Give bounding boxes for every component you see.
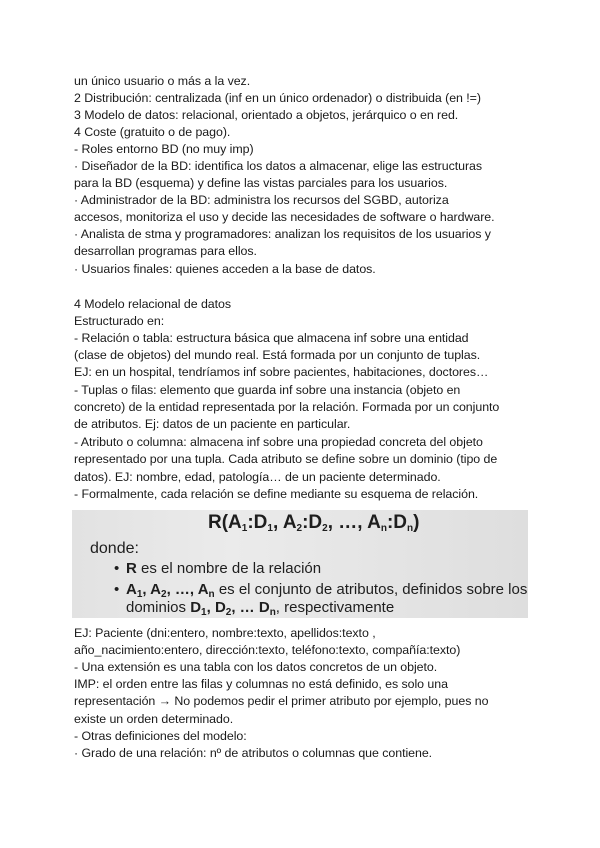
- text-line: datos). EJ: nombre, edad, patología… de un paciente determinado.: [74, 470, 441, 484]
- text-line: existe un orden determinado.: [74, 712, 234, 726]
- text-line: año_nacimiento:entero, dirección:texto, teléfono:texto, compañía:texto): [74, 643, 461, 657]
- text-line: - Roles entorno BD (no muy imp): [74, 142, 254, 156]
- figure-donde-label: donde:: [90, 540, 139, 557]
- figure-bullet-2: • $A_1$, $A_2$, …, $A_n$ es el conjunto de atributos, definidos sobre los: [114, 581, 528, 600]
- figure-bullet-2-cont: dominios $D_1$, $D_2$, … $D_n$, respectivamente: [126, 599, 395, 618]
- text-line: un único usuario o más a la vez.: [74, 74, 251, 88]
- text-line: - Relación o tabla: estructura básica que almacena inf sobre una entidad: [74, 331, 469, 345]
- text-line: 2 Distribución: centralizada (inf en un único ordenador) o distribuida (en !=): [74, 91, 481, 105]
- text-line: · Grado de una relación: nº de atributos o columnas que contiene.: [74, 746, 433, 760]
- text-line: - Formalmente, cada relación se define mediante su esquema de relación.: [74, 487, 479, 501]
- text-line: 3 Modelo de datos: relacional, orientado a objetos, jerárquico o en red.: [74, 108, 459, 122]
- text-line: representado por una tupla. Cada atributo se define sobre un dominio (tipo de: [74, 452, 498, 466]
- text-line: concreto) de la entidad representada por la relación. Formada por un conjunto: [74, 400, 500, 414]
- text-line: · Administrador de la BD: administra los recursos del SGBD, autoriza: [74, 193, 449, 207]
- text-line: - Una extensión es una tabla con los datos concretos de un objeto.: [74, 660, 438, 674]
- text-line: desarrollan programas para ellos.: [74, 244, 257, 258]
- text-line: - Tuplas o filas: elemento que guarda inf sobre una instancia (objeto en: [74, 383, 461, 397]
- text-line: EJ: Paciente (dni:entero, nombre:texto, apellidos:texto ,: [74, 626, 376, 640]
- text-line: 4 Coste (gratuito o de pago).: [74, 125, 231, 139]
- text-line: · Usuarios finales: quienes acceden a la base de datos.: [74, 262, 376, 276]
- section-heading: 4 Modelo relacional de datos: [74, 297, 232, 311]
- figure-bullet-1: • R es el nombre de la relación: [114, 560, 322, 577]
- text-line: IMP: el orden entre las filas y columnas no está definido, es solo una: [74, 677, 448, 691]
- text-line: (clase de objetos) del mundo real. Está formada por un conjunto de tuplas.: [74, 348, 481, 362]
- text-line: accesos, monitoriza el uso y decide las necesidades de software o hardware.: [74, 210, 495, 224]
- relation-formula: $R(A_1:D_1$, $A_2:D_2$, …, $A_n:D_n$): [208, 512, 420, 534]
- text-line: representación → No podemos pedir el primer atributo por ejemplo, pues no: [74, 694, 489, 708]
- relation-schema-figure: [72, 510, 528, 618]
- text-line: · Analista de stma y programadores: analizan los requisitos de los usuarios y: [74, 227, 491, 241]
- text-line: · Diseñador de la BD: identifica los datos a almacenar, elige las estructuras: [74, 159, 483, 173]
- text-line: - Atributo o columna: almacena inf sobre una propiedad concreta del objeto: [74, 435, 483, 449]
- text-line: - Otras definiciones del modelo:: [74, 729, 247, 743]
- text-line: EJ: en un hospital, tendríamos inf sobre pacientes, habitaciones, doctores…: [74, 365, 489, 379]
- text-line: para la BD (esquema) y define las vistas parciales para los usuarios.: [74, 176, 448, 190]
- text-line: de atributos. Ej: datos de un paciente en particular.: [74, 417, 351, 431]
- text-line: Estructurado en:: [74, 314, 165, 328]
